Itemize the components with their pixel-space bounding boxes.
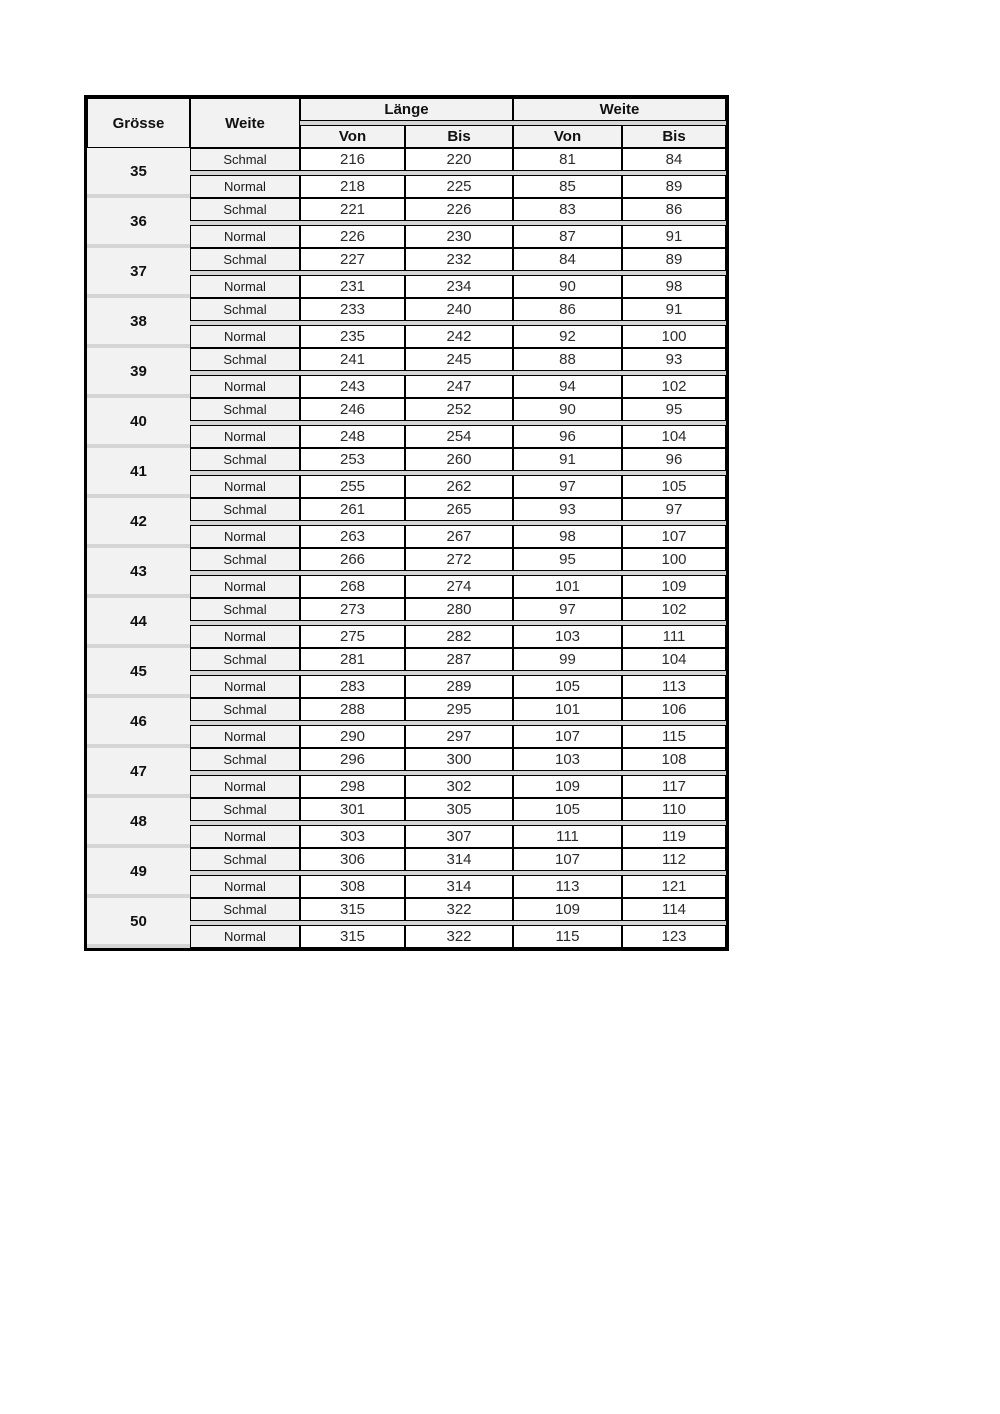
weite-bis-column xyxy=(622,898,726,948)
size-cell: 44 xyxy=(87,598,190,644)
laenge-von-normal-cell: 308 xyxy=(300,875,405,898)
size-row-group xyxy=(87,298,726,348)
laenge-von-schmal-cell: 288 xyxy=(300,698,405,721)
weite-von-schmal-cell: 95 xyxy=(513,548,622,571)
weite-label-column xyxy=(190,498,300,548)
weite-bis-column xyxy=(622,298,726,348)
weite-bis-column xyxy=(622,598,726,648)
table-header xyxy=(87,98,726,148)
header-laenge-group: Länge xyxy=(300,98,513,121)
weite-label-schmal: Schmal xyxy=(190,748,300,771)
laenge-von-normal-cell: 275 xyxy=(300,625,405,648)
weite-von-column xyxy=(513,398,622,448)
weite-bis-schmal-cell: 86 xyxy=(622,198,726,221)
weite-von-schmal-cell: 107 xyxy=(513,848,622,871)
laenge-von-schmal-cell: 216 xyxy=(300,148,405,171)
weite-bis-schmal-cell: 97 xyxy=(622,498,726,521)
weite-label-column xyxy=(190,398,300,448)
weite-bis-column xyxy=(622,198,726,248)
weite-von-column xyxy=(513,698,622,748)
weite-label-column xyxy=(190,798,300,848)
laenge-von-normal-cell: 268 xyxy=(300,575,405,598)
weite-von-schmal-cell: 83 xyxy=(513,198,622,221)
weite-label-normal: Normal xyxy=(190,175,300,198)
weite-label-schmal: Schmal xyxy=(190,898,300,921)
laenge-von-column xyxy=(300,498,405,548)
size-cell: 38 xyxy=(87,298,190,344)
weite-bis-normal-cell: 111 xyxy=(622,625,726,648)
laenge-bis-normal-cell: 254 xyxy=(405,425,513,448)
laenge-bis-schmal-cell: 220 xyxy=(405,148,513,171)
weite-bis-schmal-cell: 91 xyxy=(622,298,726,321)
laenge-von-schmal-cell: 296 xyxy=(300,748,405,771)
laenge-bis-schmal-cell: 295 xyxy=(405,698,513,721)
weite-bis-column xyxy=(622,248,726,298)
weite-label-column xyxy=(190,698,300,748)
weite-von-schmal-cell: 109 xyxy=(513,898,622,921)
weite-bis-column xyxy=(622,548,726,598)
size-cell: 42 xyxy=(87,498,190,544)
weite-von-normal-cell: 107 xyxy=(513,725,622,748)
weite-von-column xyxy=(513,798,622,848)
size-row-group xyxy=(87,748,726,798)
weite-von-column xyxy=(513,248,622,298)
weite-label-schmal: Schmal xyxy=(190,198,300,221)
weite-von-normal-cell: 111 xyxy=(513,825,622,848)
weite-label-schmal: Schmal xyxy=(190,798,300,821)
laenge-bis-schmal-cell: 245 xyxy=(405,348,513,371)
weite-bis-column xyxy=(622,498,726,548)
weite-label-schmal: Schmal xyxy=(190,248,300,271)
laenge-von-schmal-cell: 253 xyxy=(300,448,405,471)
laenge-bis-normal-cell: 297 xyxy=(405,725,513,748)
laenge-von-schmal-cell: 233 xyxy=(300,298,405,321)
weite-bis-normal-cell: 91 xyxy=(622,225,726,248)
weite-label-column xyxy=(190,848,300,898)
size-row-group xyxy=(87,698,726,748)
laenge-von-schmal-cell: 281 xyxy=(300,648,405,671)
laenge-bis-schmal-cell: 287 xyxy=(405,648,513,671)
laenge-von-schmal-cell: 227 xyxy=(300,248,405,271)
laenge-von-column xyxy=(300,548,405,598)
size-cell: 48 xyxy=(87,798,190,844)
weite-von-normal-cell: 105 xyxy=(513,675,622,698)
laenge-von-normal-cell: 243 xyxy=(300,375,405,398)
size-row-group xyxy=(87,198,726,248)
weite-bis-normal-cell: 109 xyxy=(622,575,726,598)
weite-label-schmal: Schmal xyxy=(190,698,300,721)
laenge-von-schmal-cell: 266 xyxy=(300,548,405,571)
laenge-bis-schmal-cell: 314 xyxy=(405,848,513,871)
weite-label-normal: Normal xyxy=(190,325,300,348)
laenge-bis-normal-cell: 262 xyxy=(405,475,513,498)
laenge-von-column xyxy=(300,348,405,398)
weite-label-normal: Normal xyxy=(190,725,300,748)
weite-label-column xyxy=(190,198,300,248)
laenge-von-normal-cell: 226 xyxy=(300,225,405,248)
weite-von-normal-cell: 94 xyxy=(513,375,622,398)
laenge-bis-column xyxy=(405,648,513,698)
size-row-group xyxy=(87,148,726,198)
size-cell: 40 xyxy=(87,398,190,444)
size-row-group xyxy=(87,798,726,848)
laenge-bis-column xyxy=(405,398,513,448)
weite-von-schmal-cell: 88 xyxy=(513,348,622,371)
size-cell: 39 xyxy=(87,348,190,394)
weite-von-normal-cell: 103 xyxy=(513,625,622,648)
weite-von-schmal-cell: 91 xyxy=(513,448,622,471)
size-row-group xyxy=(87,548,726,598)
weite-label-schmal: Schmal xyxy=(190,298,300,321)
laenge-von-column xyxy=(300,298,405,348)
laenge-von-schmal-cell: 221 xyxy=(300,198,405,221)
laenge-bis-column xyxy=(405,148,513,198)
weite-von-schmal-cell: 101 xyxy=(513,698,622,721)
laenge-bis-normal-cell: 225 xyxy=(405,175,513,198)
weite-label-normal: Normal xyxy=(190,925,300,948)
header-groesse: Grösse xyxy=(87,98,190,148)
weite-bis-schmal-cell: 93 xyxy=(622,348,726,371)
weite-bis-normal-cell: 100 xyxy=(622,325,726,348)
weite-label-normal: Normal xyxy=(190,475,300,498)
weite-bis-schmal-cell: 106 xyxy=(622,698,726,721)
weite-von-normal-cell: 98 xyxy=(513,525,622,548)
weite-bis-schmal-cell: 84 xyxy=(622,148,726,171)
weite-bis-column xyxy=(622,648,726,698)
weite-label-normal: Normal xyxy=(190,775,300,798)
laenge-von-normal-cell: 298 xyxy=(300,775,405,798)
laenge-bis-normal-cell: 289 xyxy=(405,675,513,698)
weite-von-schmal-cell: 90 xyxy=(513,398,622,421)
weite-label-normal: Normal xyxy=(190,425,300,448)
header-weite-bis: Bis xyxy=(622,125,726,148)
laenge-von-schmal-cell: 261 xyxy=(300,498,405,521)
weite-von-normal-cell: 113 xyxy=(513,875,622,898)
weite-label-column xyxy=(190,598,300,648)
laenge-von-normal-cell: 263 xyxy=(300,525,405,548)
size-cell: 35 xyxy=(87,148,190,194)
laenge-bis-normal-cell: 267 xyxy=(405,525,513,548)
weite-label-schmal: Schmal xyxy=(190,148,300,171)
weite-label-column xyxy=(190,298,300,348)
laenge-von-column xyxy=(300,798,405,848)
laenge-von-normal-cell: 248 xyxy=(300,425,405,448)
weite-von-normal-cell: 101 xyxy=(513,575,622,598)
size-cell: 49 xyxy=(87,848,190,894)
weite-von-schmal-cell: 84 xyxy=(513,248,622,271)
weite-label-normal: Normal xyxy=(190,825,300,848)
header-weite-column: Weite xyxy=(190,98,300,148)
size-cell: 50 xyxy=(87,898,190,944)
laenge-bis-schmal-cell: 272 xyxy=(405,548,513,571)
weite-von-normal-cell: 85 xyxy=(513,175,622,198)
weite-bis-schmal-cell: 112 xyxy=(622,848,726,871)
laenge-bis-normal-cell: 247 xyxy=(405,375,513,398)
weite-bis-column xyxy=(622,698,726,748)
weite-von-schmal-cell: 81 xyxy=(513,148,622,171)
laenge-bis-column xyxy=(405,298,513,348)
laenge-von-schmal-cell: 315 xyxy=(300,898,405,921)
laenge-bis-normal-cell: 302 xyxy=(405,775,513,798)
weite-label-schmal: Schmal xyxy=(190,548,300,571)
weite-von-normal-cell: 115 xyxy=(513,925,622,948)
laenge-von-normal-cell: 315 xyxy=(300,925,405,948)
weite-bis-schmal-cell: 114 xyxy=(622,898,726,921)
weite-von-column xyxy=(513,198,622,248)
weite-von-column xyxy=(513,598,622,648)
laenge-von-column xyxy=(300,198,405,248)
laenge-von-normal-cell: 290 xyxy=(300,725,405,748)
weite-label-column xyxy=(190,448,300,498)
laenge-bis-schmal-cell: 280 xyxy=(405,598,513,621)
weite-von-schmal-cell: 93 xyxy=(513,498,622,521)
weite-label-normal: Normal xyxy=(190,275,300,298)
weite-von-schmal-cell: 99 xyxy=(513,648,622,671)
weite-bis-schmal-cell: 104 xyxy=(622,648,726,671)
laenge-bis-schmal-cell: 232 xyxy=(405,248,513,271)
weite-von-schmal-cell: 86 xyxy=(513,298,622,321)
laenge-von-normal-cell: 283 xyxy=(300,675,405,698)
laenge-bis-column xyxy=(405,198,513,248)
table-body xyxy=(87,148,726,948)
weite-label-column xyxy=(190,898,300,948)
weite-label-schmal: Schmal xyxy=(190,648,300,671)
weite-von-normal-cell: 109 xyxy=(513,775,622,798)
laenge-von-column xyxy=(300,748,405,798)
weite-bis-column xyxy=(622,448,726,498)
laenge-von-schmal-cell: 241 xyxy=(300,348,405,371)
size-cell: 36 xyxy=(87,198,190,244)
weite-bis-normal-cell: 98 xyxy=(622,275,726,298)
laenge-bis-column xyxy=(405,748,513,798)
size-cell: 37 xyxy=(87,248,190,294)
size-row-group xyxy=(87,598,726,648)
header-weite-von: Von xyxy=(513,125,622,148)
weite-von-schmal-cell: 103 xyxy=(513,748,622,771)
header-laenge-bis: Bis xyxy=(405,125,513,148)
weite-label-column xyxy=(190,148,300,198)
weite-label-column xyxy=(190,348,300,398)
weite-von-column xyxy=(513,648,622,698)
size-row-group xyxy=(87,498,726,548)
laenge-von-schmal-cell: 273 xyxy=(300,598,405,621)
laenge-bis-column xyxy=(405,698,513,748)
weite-bis-column xyxy=(622,748,726,798)
size-row-group xyxy=(87,648,726,698)
weite-bis-normal-cell: 104 xyxy=(622,425,726,448)
laenge-bis-column xyxy=(405,498,513,548)
laenge-bis-column xyxy=(405,248,513,298)
size-row-group xyxy=(87,348,726,398)
weite-bis-schmal-cell: 102 xyxy=(622,598,726,621)
size-cell: 45 xyxy=(87,648,190,694)
weite-von-schmal-cell: 105 xyxy=(513,798,622,821)
size-row-group xyxy=(87,398,726,448)
weite-bis-schmal-cell: 100 xyxy=(622,548,726,571)
weite-bis-normal-cell: 107 xyxy=(622,525,726,548)
laenge-von-normal-cell: 235 xyxy=(300,325,405,348)
laenge-von-column xyxy=(300,898,405,948)
laenge-bis-schmal-cell: 300 xyxy=(405,748,513,771)
weite-label-schmal: Schmal xyxy=(190,498,300,521)
weite-von-column xyxy=(513,848,622,898)
weite-bis-schmal-cell: 89 xyxy=(622,248,726,271)
laenge-von-schmal-cell: 306 xyxy=(300,848,405,871)
weite-bis-column xyxy=(622,348,726,398)
weite-label-normal: Normal xyxy=(190,525,300,548)
laenge-von-column xyxy=(300,848,405,898)
laenge-von-column xyxy=(300,148,405,198)
laenge-von-normal-cell: 255 xyxy=(300,475,405,498)
weite-bis-normal-cell: 113 xyxy=(622,675,726,698)
laenge-bis-schmal-cell: 226 xyxy=(405,198,513,221)
size-cell: 47 xyxy=(87,748,190,794)
laenge-bis-column xyxy=(405,448,513,498)
size-row-group xyxy=(87,848,726,898)
size-chart-table xyxy=(84,95,729,951)
weite-label-normal: Normal xyxy=(190,575,300,598)
weite-von-column xyxy=(513,748,622,798)
weite-label-schmal: Schmal xyxy=(190,398,300,421)
weite-label-schmal: Schmal xyxy=(190,598,300,621)
weite-bis-normal-cell: 89 xyxy=(622,175,726,198)
weite-bis-normal-cell: 123 xyxy=(622,925,726,948)
weite-label-schmal: Schmal xyxy=(190,348,300,371)
laenge-bis-schmal-cell: 305 xyxy=(405,798,513,821)
weite-bis-column xyxy=(622,398,726,448)
weite-bis-normal-cell: 117 xyxy=(622,775,726,798)
laenge-von-column xyxy=(300,448,405,498)
weite-bis-normal-cell: 102 xyxy=(622,375,726,398)
weite-von-normal-cell: 92 xyxy=(513,325,622,348)
laenge-bis-column xyxy=(405,348,513,398)
weite-label-normal: Normal xyxy=(190,225,300,248)
weite-label-normal: Normal xyxy=(190,375,300,398)
weite-label-column xyxy=(190,248,300,298)
weite-bis-normal-cell: 105 xyxy=(622,475,726,498)
weite-bis-normal-cell: 121 xyxy=(622,875,726,898)
weite-von-normal-cell: 90 xyxy=(513,275,622,298)
weite-label-normal: Normal xyxy=(190,875,300,898)
weite-label-column xyxy=(190,748,300,798)
weite-bis-column xyxy=(622,848,726,898)
laenge-von-column xyxy=(300,648,405,698)
weite-von-column xyxy=(513,298,622,348)
laenge-von-column xyxy=(300,398,405,448)
laenge-bis-column xyxy=(405,548,513,598)
header-laenge-von: Von xyxy=(300,125,405,148)
laenge-von-column xyxy=(300,248,405,298)
weite-label-normal: Normal xyxy=(190,675,300,698)
weite-bis-column xyxy=(622,798,726,848)
laenge-bis-schmal-cell: 252 xyxy=(405,398,513,421)
laenge-bis-normal-cell: 322 xyxy=(405,925,513,948)
weite-label-normal: Normal xyxy=(190,625,300,648)
weite-von-column xyxy=(513,498,622,548)
weite-bis-normal-cell: 119 xyxy=(622,825,726,848)
laenge-bis-normal-cell: 242 xyxy=(405,325,513,348)
laenge-bis-schmal-cell: 260 xyxy=(405,448,513,471)
laenge-von-schmal-cell: 246 xyxy=(300,398,405,421)
size-cell: 46 xyxy=(87,698,190,744)
laenge-bis-normal-cell: 314 xyxy=(405,875,513,898)
size-cell: 41 xyxy=(87,448,190,494)
weite-bis-column xyxy=(622,148,726,198)
weite-von-column xyxy=(513,148,622,198)
weite-bis-schmal-cell: 95 xyxy=(622,398,726,421)
size-cell: 43 xyxy=(87,548,190,594)
laenge-von-column xyxy=(300,698,405,748)
size-row-group xyxy=(87,898,726,948)
laenge-bis-schmal-cell: 265 xyxy=(405,498,513,521)
laenge-bis-normal-cell: 230 xyxy=(405,225,513,248)
weite-von-normal-cell: 97 xyxy=(513,475,622,498)
weite-von-column xyxy=(513,448,622,498)
weite-bis-schmal-cell: 110 xyxy=(622,798,726,821)
weite-label-column xyxy=(190,648,300,698)
weite-von-schmal-cell: 97 xyxy=(513,598,622,621)
laenge-bis-schmal-cell: 240 xyxy=(405,298,513,321)
weite-von-column xyxy=(513,548,622,598)
laenge-bis-column xyxy=(405,898,513,948)
weite-bis-normal-cell: 115 xyxy=(622,725,726,748)
weite-von-normal-cell: 96 xyxy=(513,425,622,448)
size-row-group xyxy=(87,448,726,498)
weite-label-column xyxy=(190,548,300,598)
laenge-bis-normal-cell: 274 xyxy=(405,575,513,598)
laenge-bis-column xyxy=(405,798,513,848)
weite-von-normal-cell: 87 xyxy=(513,225,622,248)
laenge-bis-normal-cell: 234 xyxy=(405,275,513,298)
size-row-group xyxy=(87,248,726,298)
weite-bis-schmal-cell: 108 xyxy=(622,748,726,771)
laenge-von-column xyxy=(300,598,405,648)
laenge-bis-column xyxy=(405,848,513,898)
laenge-von-schmal-cell: 301 xyxy=(300,798,405,821)
weite-bis-schmal-cell: 96 xyxy=(622,448,726,471)
header-weite-group: Weite xyxy=(513,98,726,121)
laenge-von-normal-cell: 218 xyxy=(300,175,405,198)
weite-label-schmal: Schmal xyxy=(190,848,300,871)
laenge-von-normal-cell: 303 xyxy=(300,825,405,848)
laenge-bis-schmal-cell: 322 xyxy=(405,898,513,921)
weite-von-column xyxy=(513,898,622,948)
weite-label-schmal: Schmal xyxy=(190,448,300,471)
laenge-bis-normal-cell: 307 xyxy=(405,825,513,848)
laenge-bis-column xyxy=(405,598,513,648)
laenge-bis-normal-cell: 282 xyxy=(405,625,513,648)
laenge-von-normal-cell: 231 xyxy=(300,275,405,298)
weite-von-column xyxy=(513,348,622,398)
